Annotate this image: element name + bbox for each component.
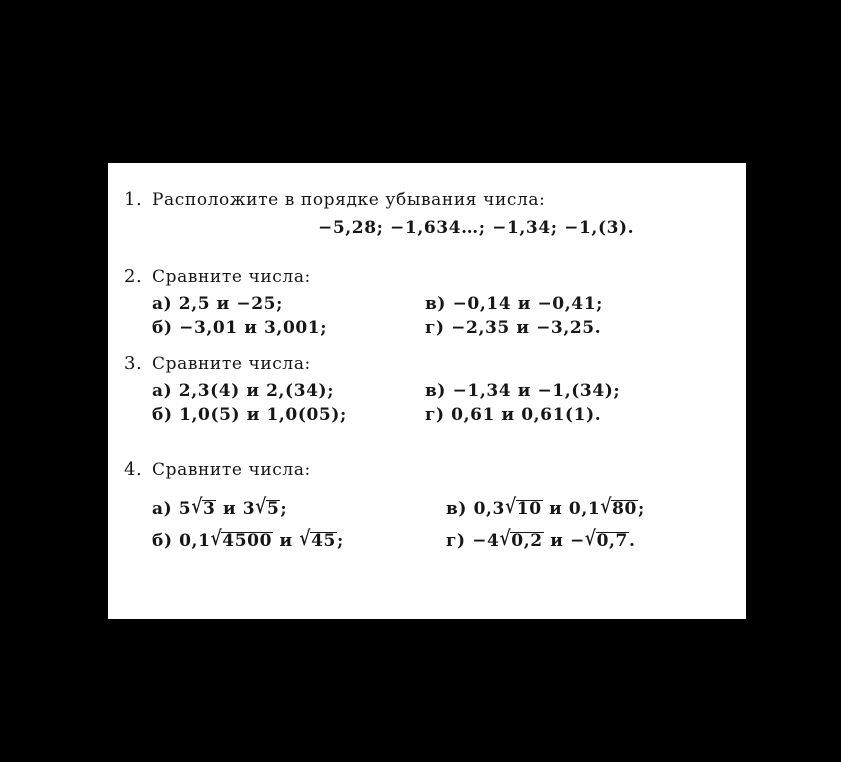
item-label: в) [446, 499, 468, 519]
item-label: г) [446, 531, 466, 551]
radicand: 0,2 [511, 531, 543, 551]
task-2-item-g: г) −2,35 и −3,25. [425, 318, 602, 338]
task-3-title: Сравните числа: [152, 354, 311, 374]
task-3-item-g: г) 0,61 и 0,61(1). [425, 405, 602, 425]
task-3-item-a: а) 2,3(4) и 2,(34); [152, 381, 335, 401]
conjunction: и [279, 531, 293, 551]
task-4-title: Сравните числа: [152, 460, 311, 480]
punctuation: ; [280, 499, 288, 519]
task-4-item-b [152, 527, 344, 551]
task-4-number: 4. [124, 459, 143, 480]
coefficient: − [569, 531, 585, 551]
coefficient: 5 [178, 499, 192, 519]
radicand: 5 [266, 499, 280, 519]
conjunction: и [550, 531, 564, 551]
task-3-item-v: в) −1,34 и −1,(34); [425, 381, 621, 401]
task-4-item-a [152, 495, 288, 519]
radicand: 45 [311, 531, 336, 551]
conjunction: и [222, 499, 237, 519]
task-2-number: 2. [124, 266, 143, 287]
radical-sign-icon: √ [255, 495, 267, 519]
task-4-item-v [446, 495, 645, 519]
conjunction: и [549, 499, 563, 519]
radicand: 80 [612, 499, 637, 519]
radical-sign-icon: √ [504, 495, 517, 519]
radical-sign-icon: √ [600, 495, 613, 519]
task-2-item-b: б) −3,01 и 3,001; [152, 318, 328, 338]
task-2-item-v: в) −0,14 и −0,41; [425, 294, 603, 314]
task-2-item-a: а) 2,5 и −25; [152, 294, 283, 314]
task-4-item-g [446, 527, 636, 551]
worksheet [108, 163, 746, 619]
task-1-title: Расположите в порядке убывания числа: [152, 190, 546, 210]
task-3-item-b: б) 1,0(5) и 1,0(05); [152, 405, 347, 425]
task-1-numbers: −5,28; −1,634…; −1,34; −1,(3). [318, 218, 635, 238]
radical-sign-icon: √ [191, 495, 204, 519]
item-label: б) [152, 531, 173, 551]
coefficient: 3 [242, 499, 256, 519]
radical-sign-icon: √ [584, 527, 597, 551]
punctuation: ; [336, 531, 344, 551]
radical-sign-icon: √ [299, 527, 312, 551]
radical-sign-icon: √ [499, 527, 512, 551]
punctuation: ; [637, 499, 645, 519]
task-2-title: Сравните числа: [152, 267, 311, 287]
radical-sign-icon: √ [210, 527, 223, 551]
task-1-number: 1. [124, 189, 143, 210]
radicand: 10 [516, 499, 542, 519]
coefficient: 0,3 [473, 499, 505, 519]
radicand: 3 [203, 499, 216, 519]
coefficient: 0,1 [179, 531, 211, 551]
item-label: а) [152, 499, 173, 519]
task-3-number: 3. [124, 353, 143, 374]
radicand: 0,7 [596, 531, 628, 551]
punctuation: . [628, 531, 636, 551]
coefficient: −4 [472, 531, 500, 551]
coefficient: 0,1 [568, 499, 601, 519]
radicand: 4500 [222, 531, 273, 551]
